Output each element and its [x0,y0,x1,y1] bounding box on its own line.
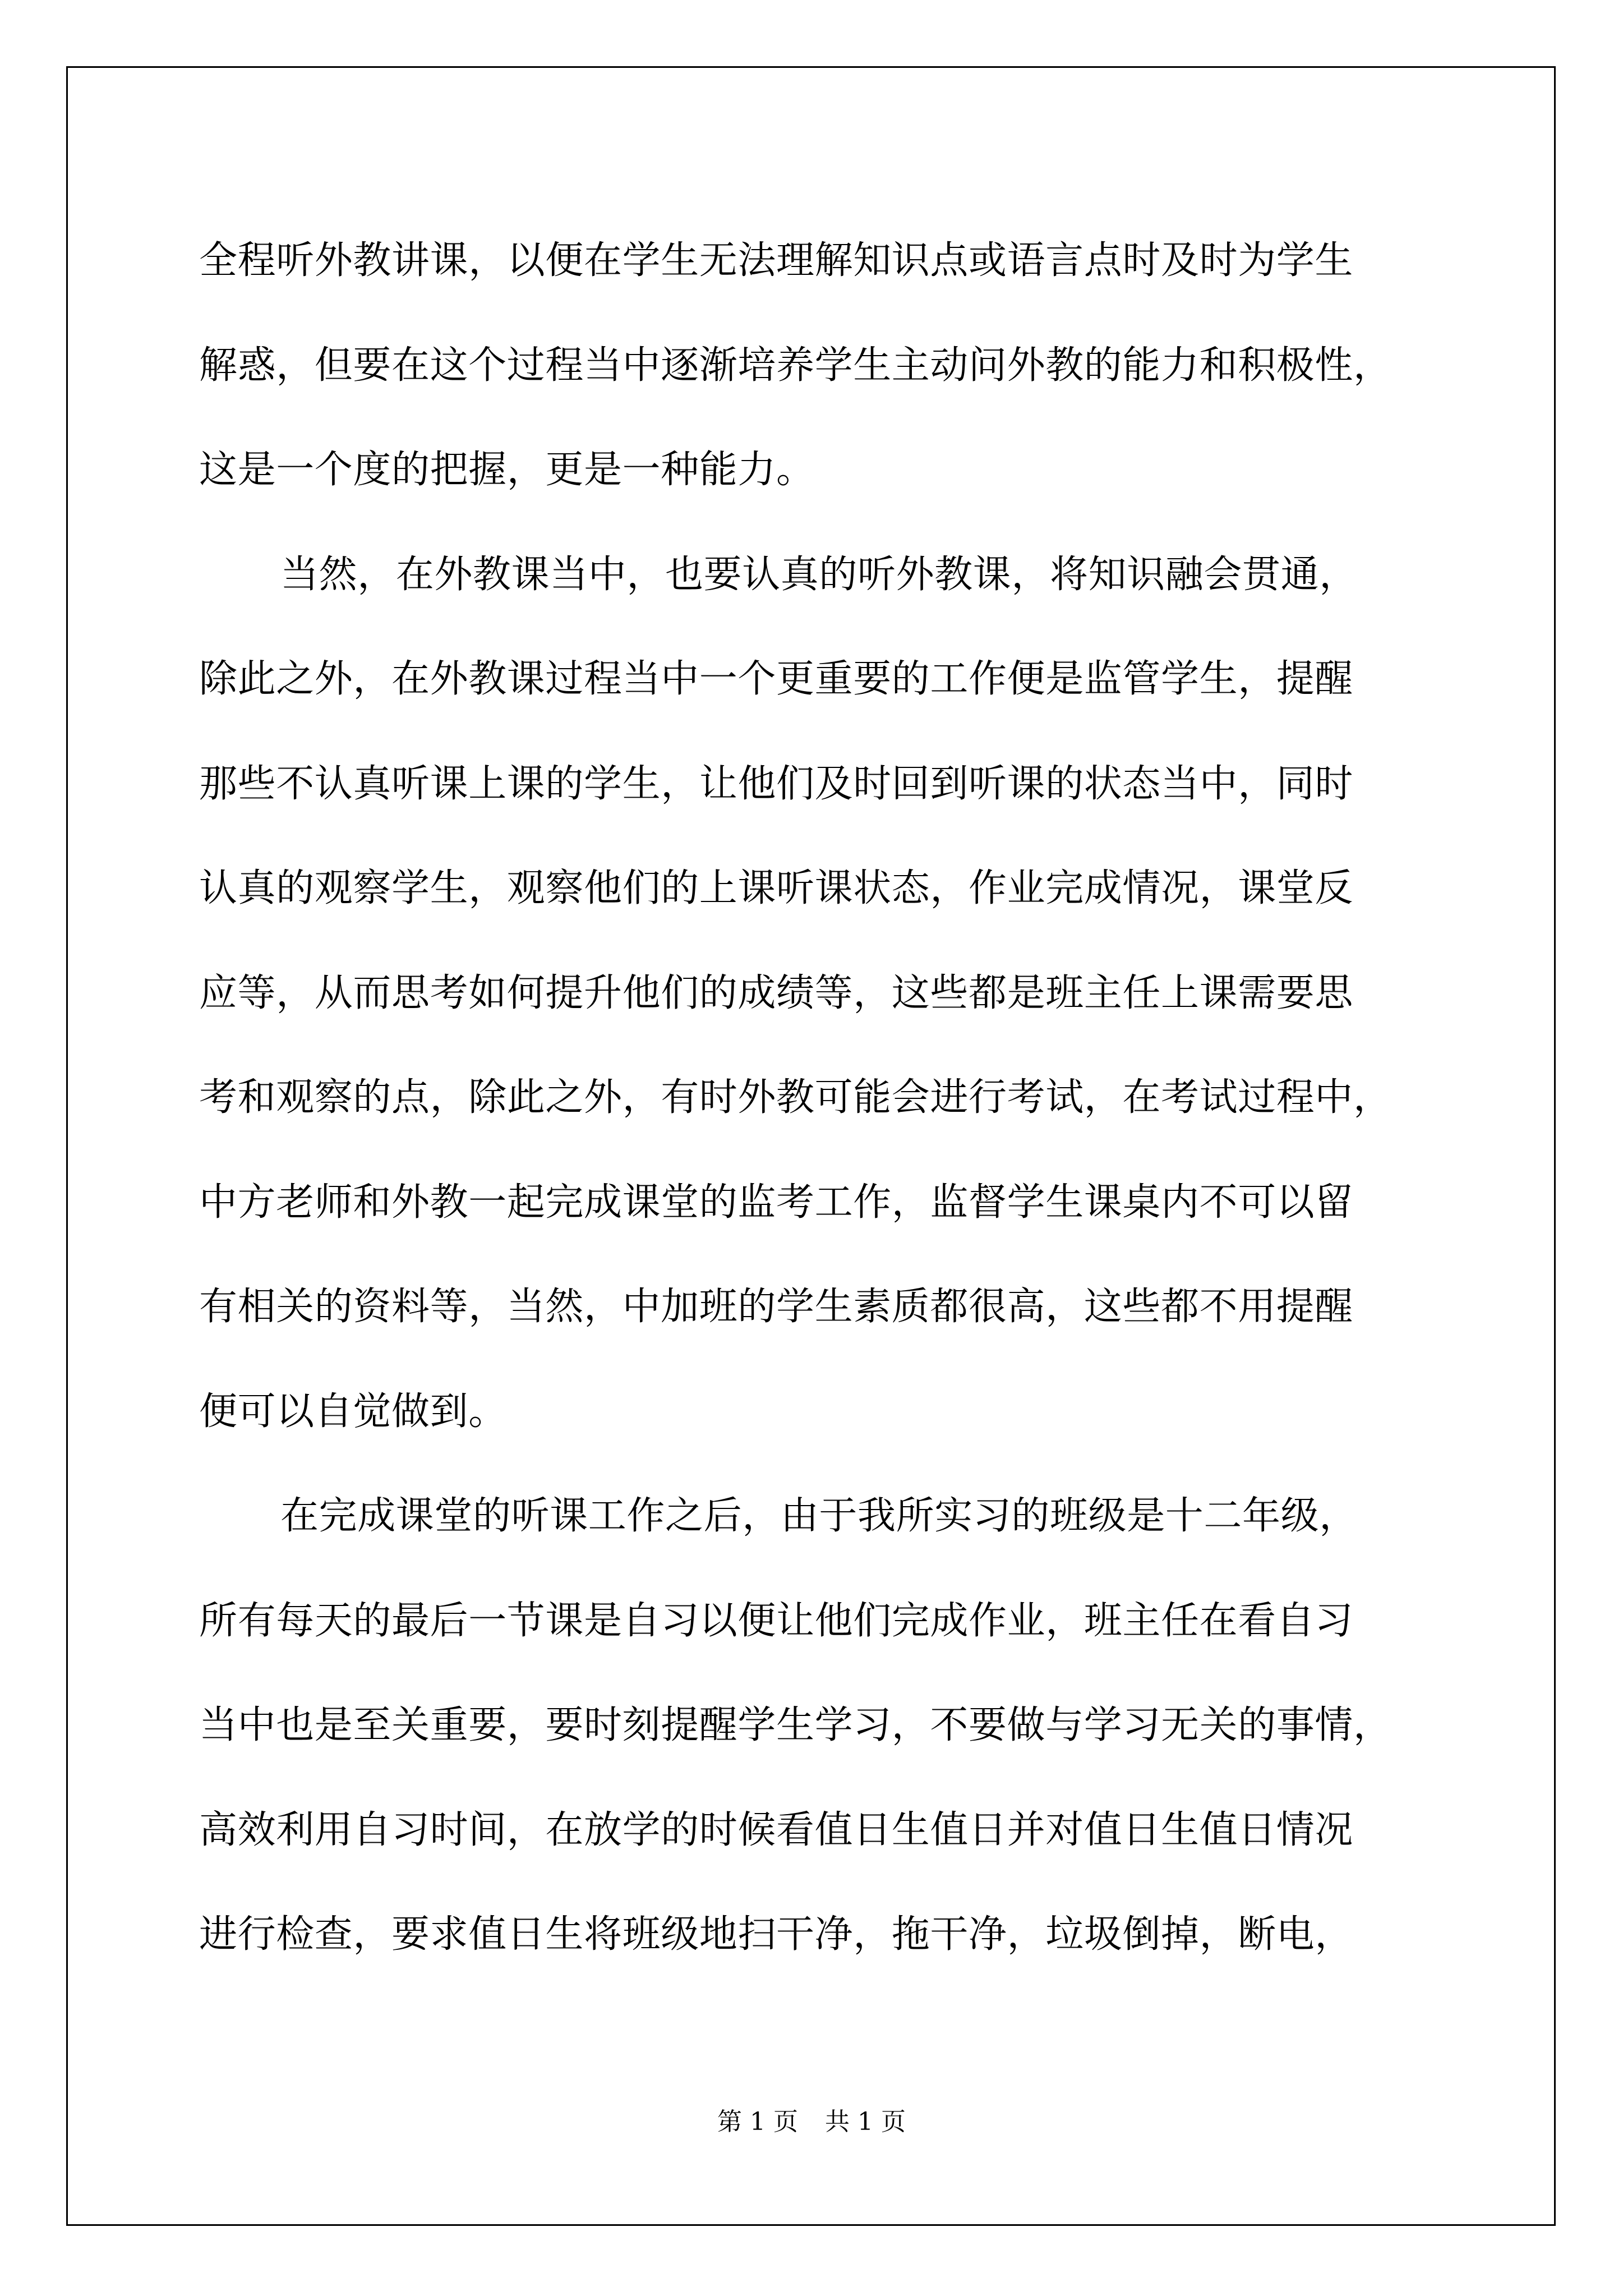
text-line: 这是一个度的把握，更是一种能力。 [199,448,815,492]
text-line: 有相关的资料等，当然，中加班的学生素质都很高，这些都不用提醒 [199,1285,1354,1329]
text-line: 当中也是至关重要，要时刻提醒学生学习，不要做与学习无关的事情， [199,1703,1392,1747]
page-number: 第 1 页 [717,2108,798,2136]
text-line: 高效利用自习时间，在放学的时候看值日生值日并对值日生值日情况 [199,1807,1354,1852]
text-line: 应等，从而思考如何提升他们的成绩等，这些都是班主任上课需要思 [199,970,1354,1015]
paragraph-1 [199,209,1424,523]
text-line: 中方老师和外教一起完成课堂的监考工作，监督学生课桌内不可以留 [199,1180,1354,1225]
text-line: 除此之外，在外教课过程当中一个更重要的工作便是监管学生，提醒 [199,657,1354,701]
text-line: 考和观察的点，除此之外，有时外教可能会进行考试，在考试过程中， [199,1075,1392,1120]
page-footer [0,2105,1623,2139]
text-line: 全程听外教讲课，以便在学生无法理解知识点或语言点时及时为学生 [199,238,1354,283]
text-line: 在完成课堂的听课工作之后，由于我所实习的班级是十二年级， [280,1494,1358,1538]
text-line: 便可以自觉做到。 [199,1389,507,1434]
text-line: 解惑，但要在这个过程当中逐渐培养学生主动问外教的能力和积极性， [199,343,1392,388]
document-body [199,209,1424,1987]
text-line: 当然，在外教课当中，也要认真的听外教课，将知识融会贯通， [280,552,1358,597]
text-line: 认真的观察学生，观察他们的上课听课状态，作业完成情况，课堂反 [199,866,1354,910]
paragraph-3 [199,1464,1424,1987]
text-line: 那些不认真听课上课的学生，让他们及时回到听课的状态当中，同时 [199,761,1354,806]
paragraph-2 [199,523,1424,1465]
page-total: 共 1 页 [825,2108,906,2136]
text-line: 所有每天的最后一节课是自习以便让他们完成作业，班主任在看自习 [199,1598,1354,1643]
text-line: 进行检查，要求值日生将班级地扫干净，拖干净，垃圾倒掉，断电， [199,1912,1354,1957]
